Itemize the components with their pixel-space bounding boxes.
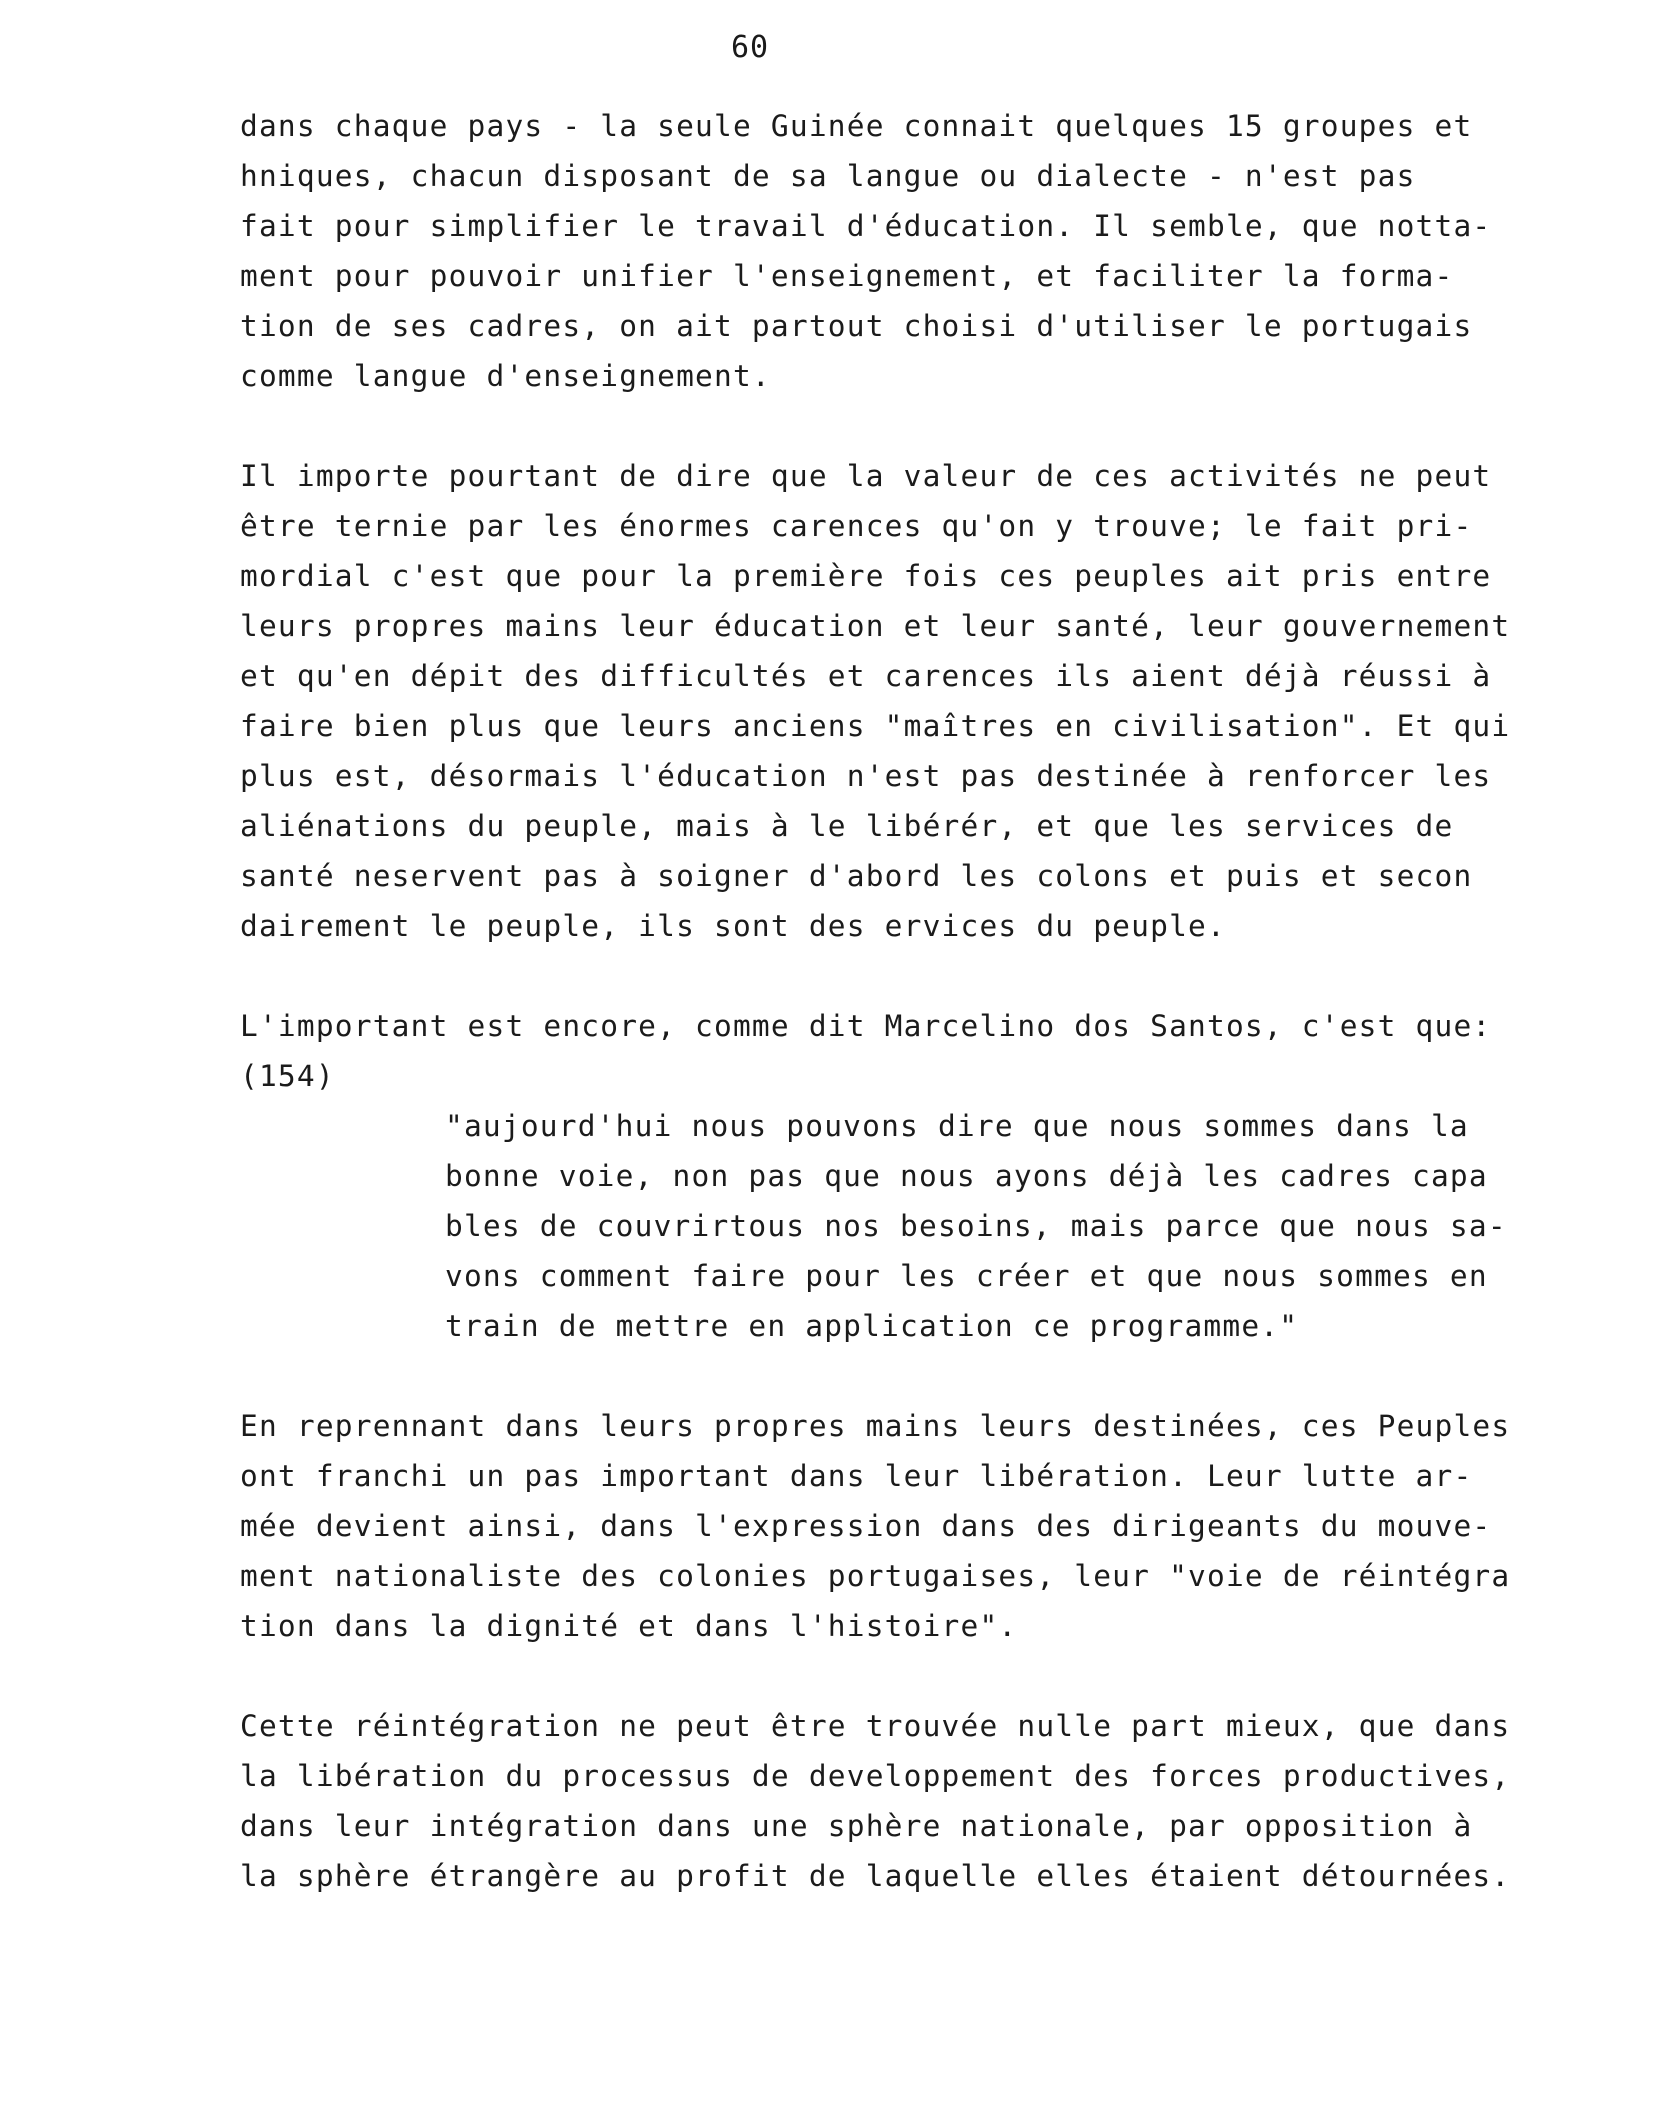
paragraph-5-line-2: ont franchi un pas important dans leur libération. Leur lutte ar- <box>240 1459 1473 1493</box>
paragraph-6-line-2: la libération du processus de developpement des forces productives, <box>240 1759 1511 1793</box>
paragraph-6-line-1: Cette réintégration ne peut être trouvée nulle part mieux, que dans <box>240 1709 1511 1743</box>
paragraph-1-line-4: ment pour pouvoir unifier l'enseignement, et faciliter la forma- <box>240 259 1454 293</box>
paragraph-5-line-5: tion dans la dignité et dans l'histoire". <box>240 1609 1018 1643</box>
paragraph-2-line-8: aliénations du peuple, mais à le libérér, et que les services de <box>240 809 1454 843</box>
paragraph-1-line-6: comme langue d'enseignement. <box>240 359 771 393</box>
quote-line-2: bonne voie, non pas que nous ayons déjà les cadres capa <box>445 1159 1488 1193</box>
quote-line-5: train de mettre en application ce programme." <box>445 1309 1299 1343</box>
paragraph-2-line-10: dairement le peuple, ils sont des ervices du peuple. <box>240 909 1226 943</box>
quote-line-4: vons comment faire pour les créer et que nous sommes en <box>445 1259 1488 1293</box>
paragraph-6-line-3: dans leur intégration dans une sphère nationale, par opposition à <box>240 1809 1473 1843</box>
paragraph-5-line-3: mée devient ainsi, dans l'expression dans des dirigeants du mouve- <box>240 1509 1492 1543</box>
paragraph-1-line-3: fait pour simplifier le travail d'éducation. Il semble, que notta- <box>240 209 1492 243</box>
paragraph-1-line-2: hniques, chacun disposant de sa langue ou dialecte - n'est pas <box>240 159 1416 193</box>
paragraph-3-line-1: L'important est encore, comme dit Marcelino dos Santos, c'est que: <box>240 1009 1492 1043</box>
paragraph-5-line-4: ment nationaliste des colonies portugaises, leur "voie de réintégra <box>240 1559 1511 1593</box>
quote-line-3: bles de couvrirtous nos besoins, mais parce que nous sa- <box>445 1209 1507 1243</box>
paragraph-2-line-9: santé neservent pas à soigner d'abord les colons et puis et secon <box>240 859 1473 893</box>
paragraph-2-line-1: Il importe pourtant de dire que la valeur de ces activités ne peut <box>240 459 1492 493</box>
paragraph-6-line-4: la sphère étrangère au profit de laquelle elles étaient détournées. <box>240 1859 1511 1893</box>
paragraph-2-line-3: mordial c'est que pour la première fois ces peuples ait pris entre <box>240 559 1492 593</box>
paragraph-2-line-2: être ternie par les énormes carences qu'on y trouve; le fait pri- <box>240 509 1473 543</box>
paragraph-2-line-7: plus est, désormais l'éducation n'est pas destinée à renforcer les <box>240 759 1492 793</box>
paragraph-1-line-5: tion de ses cadres, on ait partout choisi d'utiliser le portugais <box>240 309 1473 343</box>
paragraph-2-line-6: faire bien plus que leurs anciens "maîtres en civilisation". Et qui <box>240 709 1511 743</box>
quote-line-1: "aujourd'hui nous pouvons dire que nous sommes dans la <box>445 1109 1469 1143</box>
page-number: 60 <box>730 30 770 65</box>
footnote-reference: (154) <box>240 1059 335 1093</box>
paragraph-5-line-1: En reprennant dans leurs propres mains leurs destinées, ces Peuples <box>240 1409 1511 1443</box>
paragraph-1-line-1: dans chaque pays - la seule Guinée connait quelques 15 groupes et <box>240 109 1473 143</box>
paragraph-2-line-5: et qu'en dépit des difficultés et carences ils aient déjà réussi à <box>240 659 1492 693</box>
paragraph-2-line-4: leurs propres mains leur éducation et leur santé, leur gouvernement <box>240 609 1511 643</box>
